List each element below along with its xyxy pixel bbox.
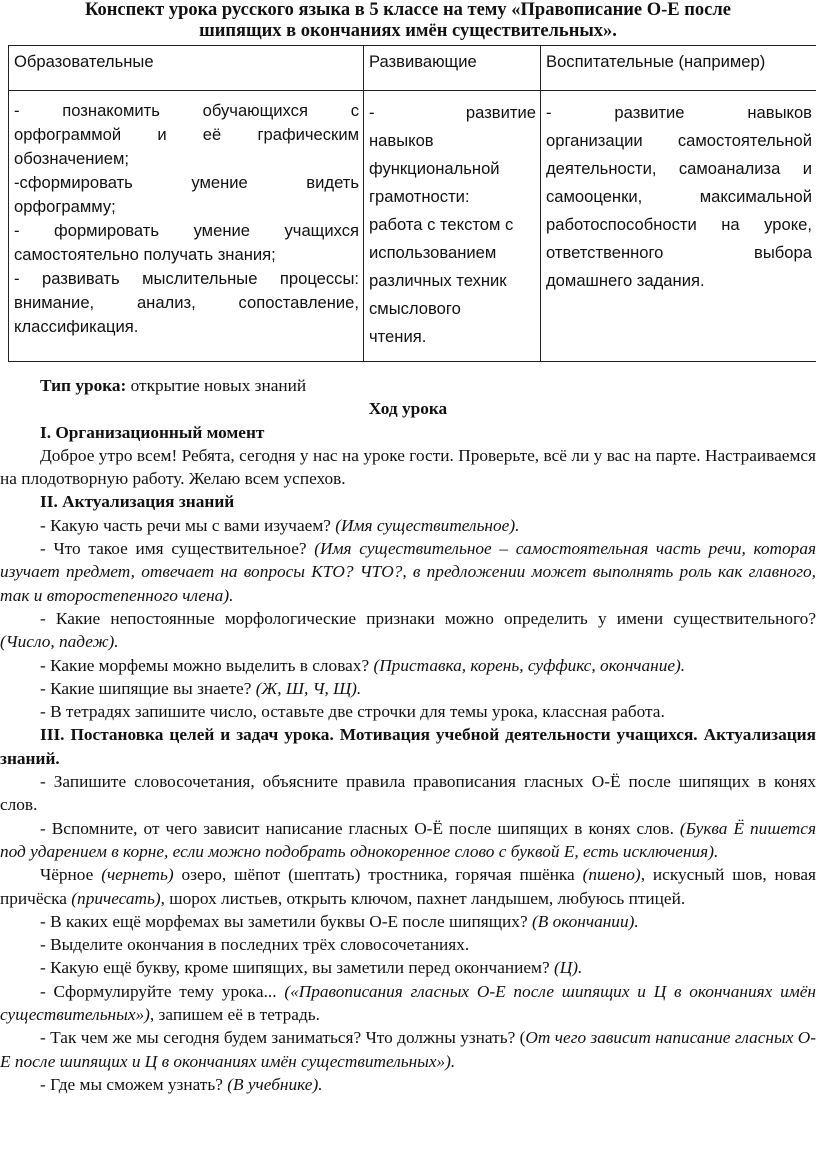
header-educational: Образовательные (9, 46, 364, 91)
educational-line: классификация. (14, 317, 139, 336)
upbringing-line: ответственного выбора (546, 243, 812, 262)
answer: (В окончании). (531, 911, 639, 931)
educational-line: внимание, анализ, сопоставление, (14, 293, 359, 312)
question: - Какую ещё букву, кроме шипящих, вы заметили перед окончанием? (Ц). (40, 958, 583, 978)
question: - Что такое имя существительное? (Имя существительное – самостоятельная часть речи, которая изучает предмет, отвечает на вопросы КТО? ЧТО?, в предложении может выполнять роль как главного, так и второстепенного члена). (0, 539, 816, 605)
answer: (В учебнике). (227, 1074, 323, 1094)
question: - Какие шипящие вы знаете? (Ж, Ш, Ч, Щ). (40, 678, 362, 698)
educational-line: самостоятельно получать знания; (14, 245, 276, 264)
educational-goals-cell (9, 91, 364, 362)
answer: (Буква Ё пишется под ударением в корне, если можно подобрать однокоренное слово с буквой Е, есть исключения). (0, 818, 816, 861)
developing-line: - развитие (369, 103, 536, 122)
educational-line: орфограмму; (14, 197, 116, 216)
educational-line: обозначением; (14, 149, 129, 168)
developing-line: использованием (369, 243, 497, 262)
educational-line: - формировать умение учащихся (14, 221, 359, 240)
developing-line: различных техник (369, 271, 507, 290)
upbringing-line: домашнего задания. (546, 271, 705, 290)
lesson-body (0, 374, 816, 1096)
answer: (Имя существительное – самостоятельная часть речи, которая изучает предмет, отвечает на вопросы КТО? ЧТО?, в предложении может выполнять роль как главного, так и второстепенного члена). (0, 539, 816, 605)
header-upbringing: Воспитательные (например) (541, 46, 816, 91)
word-combinations: Чёрное (чернеть) озеро, шёпот (шептать) тростника, горячая пшёнка (пшено), искусный шов, новая причёска (причесать), шорох листьев, открыть ключом, пахнет ландышем, любуюсь птицей. (0, 865, 816, 908)
goals-table-body (9, 91, 816, 362)
question: - Какие морфемы можно выделить в словах? (Приставка, корень, суффикс, окончание). (40, 655, 686, 675)
question: - Вспомните, от чего зависит написание гласных О-Ё после шипящих в конях слов. (Буква Ё пишется под ударением в корне, если можно подобрать однокоренное слово с буквой Е, есть исключения). (0, 818, 816, 861)
developing-line: смыслового (369, 299, 461, 318)
upbringing-line: работоспособности на уроке, (546, 215, 812, 234)
developing-goals-cell (364, 91, 541, 362)
progress-heading: Ход урока (368, 399, 448, 419)
question: - Какую часть речи мы с вами изучаем? (Имя существительное). (40, 515, 520, 535)
educational-line: - познакомить обучающихся с (14, 101, 359, 120)
answer: (Приставка, корень, суффикс, окончание). (373, 655, 686, 675)
section-heading: II. Актуализация знаний (40, 492, 235, 512)
question: - Так чем же мы сегодня будем заниматься? Что должны узнать? (От чего зависит написание гласных О-Е после шипящих и Ц в окончаниях имён существительных»). (0, 1028, 816, 1071)
upbringing-line: деятельности, самоанализа и (546, 159, 812, 178)
educational-line: орфограммой и её графическим (14, 125, 359, 144)
lesson-type-label: Тип урока: (40, 376, 127, 395)
section-heading: I. Организационный момент (40, 422, 265, 442)
developing-line: чтения. (369, 327, 427, 346)
educational-line: -сформировать умение видеть (14, 173, 359, 192)
paragraph: Доброе утро всем! Ребята, сегодня у нас на уроке гости. Проверьте, всё ли у вас на парте. Настраиваемся на плодотворную работу. Желаю всем успехов. (0, 445, 816, 489)
answer: От чего зависит написание гласных О-Е после шипящих и Ц в окончаниях имён существительных»). (0, 1028, 816, 1071)
question: - Какие непостоянные морфологические признаки можно определить у имени существительного? (Число, падеж). (0, 608, 816, 652)
developing-line: грамотности: (369, 187, 470, 206)
upbringing-line: - развитие навыков (546, 103, 812, 122)
document-title (0, 0, 816, 42)
question: - Сформулируйте тему урока... («Правописания гласных О-Е после шипящих и Ц в окончаниях имён существительных»), запишем её в тетрадь. (0, 981, 816, 1025)
developing-line: работа с текстом с (369, 215, 514, 234)
upbringing-line: самооценки, максимальной (546, 187, 812, 206)
instruction: - Выделите окончания в последних трёх словосочетаниях. (40, 935, 470, 955)
answer: (Имя существительное). (335, 515, 520, 535)
goals-table (8, 45, 816, 362)
question: - В каких ещё морфемах вы заметили буквы О-Е после шипящих? (В окончании). (40, 911, 639, 931)
question: - Где мы сможем узнать? (В учебнике). (40, 1074, 323, 1094)
lesson-type (0, 374, 816, 397)
answer: (Ц). (554, 958, 583, 978)
answer: («Правописания гласных О-Е после шипящих и Ц в окончаниях имён существительных») (0, 981, 816, 1025)
title-line-1: Конспект урока русского языка в 5 классе на тему «Правописание О-Е после (85, 0, 731, 20)
section-heading: III. Постановка целей и задач урока. Мотивация учебной деятельности учащихся. Актуализация знаний. (0, 725, 816, 768)
instruction: - Запишите словосочетания, объясните правила правописания гласных О-Ё после шипящих в конях слов. (0, 772, 816, 815)
lesson-type-value: открытие новых знаний (126, 376, 307, 395)
educational-line: - развивать мыслительные процессы: (14, 269, 359, 288)
title-line-2: шипящих в окончаниях имён существительных». (199, 21, 617, 41)
header-developing: Развивающие (364, 46, 541, 91)
upbringing-line: организации самостоятельной (546, 131, 812, 150)
answer: (Число, падеж). (0, 632, 119, 652)
upbringing-goals-cell (541, 91, 816, 362)
instruction: - В тетрадях запишите число, оставьте две строчки для темы урока, классная работа. (40, 702, 665, 722)
developing-line: функциональной (369, 159, 500, 178)
developing-line: навыков (369, 131, 434, 150)
answer: (Ж, Ш, Ч, Щ). (255, 678, 362, 698)
goals-table-header (9, 46, 816, 91)
